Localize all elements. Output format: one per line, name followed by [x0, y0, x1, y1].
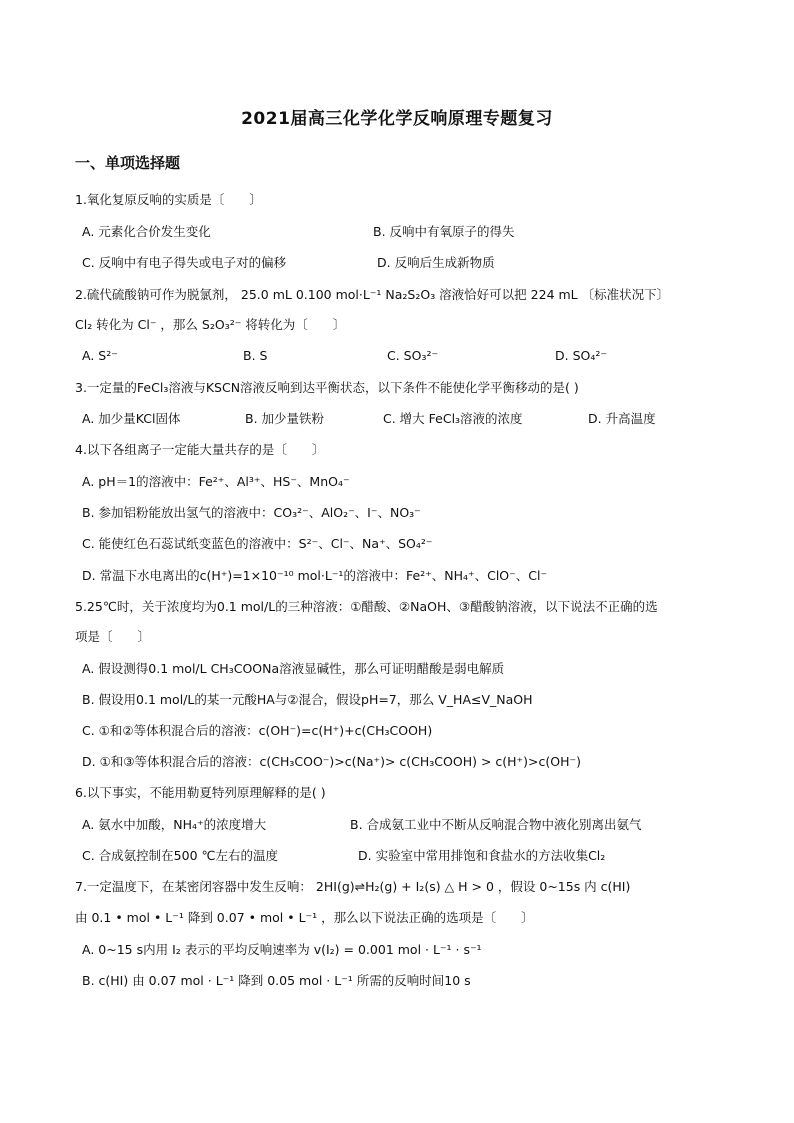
question-1-option-b: B. 反响中有氧原子的得失 [373, 224, 515, 239]
question-2-option-c: C. SO₃²⁻ [387, 348, 439, 363]
question-5-option-b: B. 假设用0.1 mol/L的某一元酸HA与②混合，假设pH=7，那么 V_HA≤V_NaOH [82, 692, 533, 707]
question-6-option-c: C. 合成氨控制在500 ℃左右的温度 [82, 848, 279, 863]
question-2-option-a: A. S²⁻ [82, 348, 118, 363]
question-3-option-a: A. 加少量KCl固体 [82, 411, 181, 426]
question-7-option-b: B. c(HI) 由 0.07 mol · L⁻¹ 降到 0.05 mol · L⁻¹ 所需的反响时间10 s [82, 973, 471, 988]
question-7-stem-line1: 7.一定温度下，在某密闭容器中发生反响： 2HI(g)⇌H₂(g) + I₂(s) △ H > 0 ，假设 0~15s 内 c(HI) [75, 879, 631, 894]
question-2-option-b: B. S [243, 348, 268, 363]
question-7-stem-line2: 由 0.1 • mol • L⁻¹ 降到 0.07 • mol • L⁻¹ ，那么以下说法正确的选项是〔 〕 [75, 910, 534, 925]
question-4-option-c: C. 能使红色石蕊试纸变蓝色的溶液中：S²⁻、Cl⁻、Na⁺、SO₄²⁻ [82, 536, 433, 551]
question-3-option-c: C. 增大 FeCl₃溶液的浓度 [383, 411, 523, 426]
question-6-option-d: D. 实验室中常用排饱和食盐水的方法收集Cl₂ [358, 848, 606, 863]
question-3-option-d: D. 升高温度 [588, 411, 656, 426]
question-6-stem: 6.以下事实，不能用勒夏特列原理解释的是( ) [75, 785, 326, 800]
question-2-option-d: D. SO₄²⁻ [555, 348, 607, 363]
question-1-option-d: D. 反响后生成新物质 [377, 255, 495, 270]
section-heading: 一、单项选择题 [75, 154, 181, 172]
question-1-option-c: C. 反响中有电子得失或电子对的偏移 [82, 255, 287, 270]
question-3-stem: 3.一定量的FeCl₃溶液与KSCN溶液反响到达平衡状态，以下条件不能使化学平衡移动的是( ) [75, 380, 579, 395]
question-5-option-a: A. 假设测得0.1 mol/L CH₃COONa溶液显碱性，那么可证明醋酸是弱电解质 [82, 661, 505, 676]
question-4-option-a: A. pH＝1的溶液中：Fe²⁺、Al³⁺、HS⁻、MnO₄⁻ [82, 474, 350, 489]
question-4-option-b: B. 参加铝粉能放出氢气的溶液中：CO₃²⁻、AlO₂⁻、I⁻、NO₃⁻ [82, 505, 421, 520]
question-1-stem: 1.氧化复原反响的实质是〔 〕 [75, 192, 262, 207]
question-5-option-c: C. ①和②等体积混合后的溶液：c(OH⁻)=c(H⁺)+c(CH₃COOH) [82, 723, 433, 738]
document-title: 2021届高三化学化学反响原理专题复习 [241, 109, 553, 129]
question-4-option-d: D. 常温下水电离出的c(H⁺)=1×10⁻¹⁰ mol·L⁻¹的溶液中：Fe²⁺、NH₄⁺、ClO⁻、Cl⁻ [82, 568, 548, 583]
question-4-stem: 4.以下各组离子一定能大量共存的是〔 〕 [75, 442, 325, 457]
question-2-stem-line2: Cl₂ 转化为 Cl⁻ ，那么 S₂O₃²⁻ 将转化为〔 〕 [75, 317, 346, 332]
question-6-option-a: A. 氨水中加酸，NH₄⁺的浓度增大 [82, 817, 267, 832]
question-7-option-a: A. 0~15 s内用 I₂ 表示的平均反响速率为 v(I₂) = 0.001 mol · L⁻¹ · s⁻¹ [82, 942, 482, 957]
question-5-option-d: D. ①和③等体积混合后的溶液：c(CH₃COO⁻)>c(Na⁺)> c(CH₃COOH) > c(H⁺)>c(OH⁻) [82, 754, 581, 769]
question-2-stem-line1: 2.硫代硫酸钠可作为脱氯剂， 25.0 mL 0.100 mol·L⁻¹ Na₂S₂O₃ 溶液恰好可以把 224 mL 〔标准状况下〕 [75, 287, 670, 302]
question-1-option-a: A. 元素化合价发生变化 [82, 224, 211, 239]
question-5-stem-line2: 项是〔 〕 [75, 629, 151, 644]
question-3-option-b: B. 加少量铁粉 [245, 411, 325, 426]
question-6-option-b: B. 合成氨工业中不断从反响混合物中液化别离出氨气 [350, 817, 642, 832]
question-5-stem-line1: 5.25℃时，关于浓度均为0.1 mol/L的三种溶液：①醋酸、②NaOH、③醋酸钠溶液，以下说法不正确的选 [75, 599, 658, 614]
